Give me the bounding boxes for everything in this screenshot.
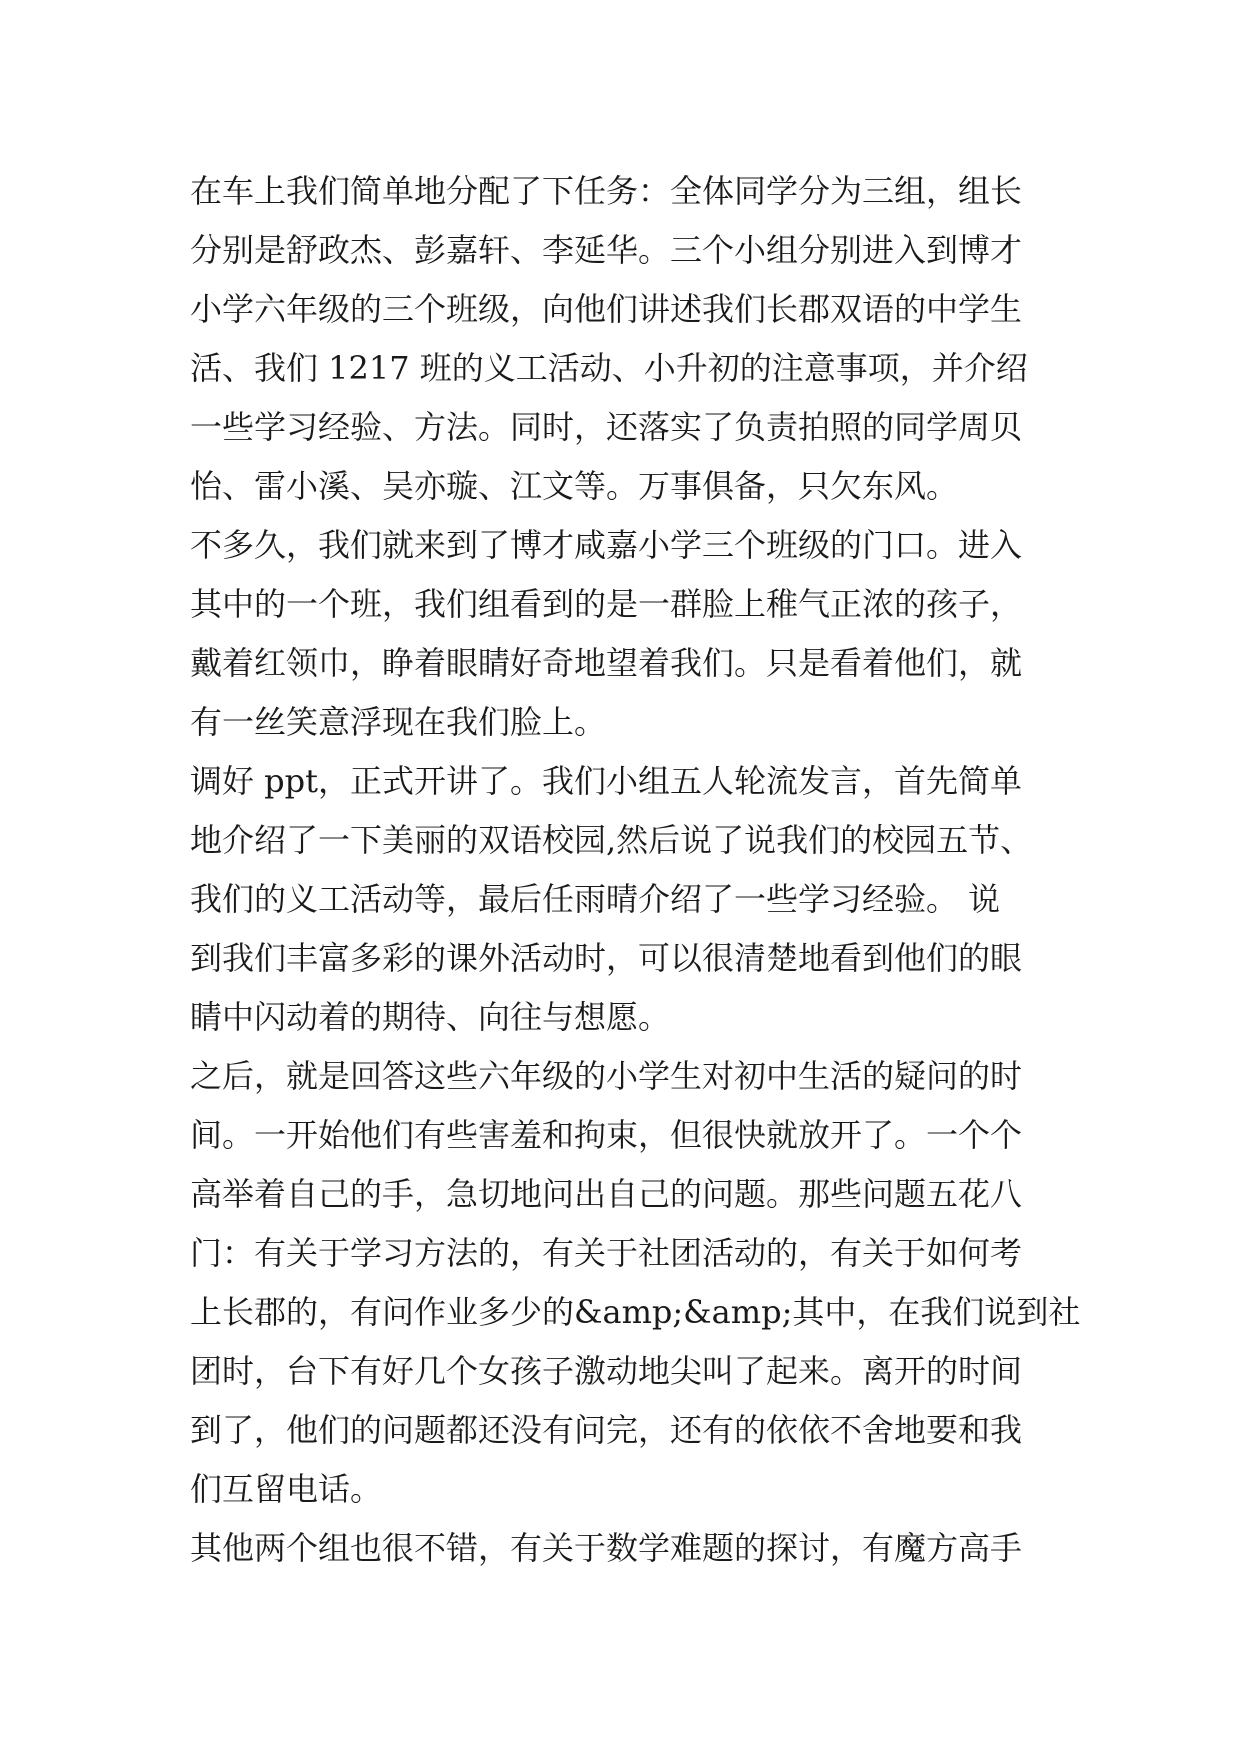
text-line: 之后，就是回答这些六年级的小学生对初中生活的疑问的时 xyxy=(190,1057,1023,1095)
body-text xyxy=(190,162,1081,1578)
text-line: 团时，台下有好几个女孩子激动地尖叫了起来。离开的时间 xyxy=(190,1352,1023,1390)
text-line: 分别是舒政杰、彭嘉轩、李延华。三个小组分别进入到博才 xyxy=(190,231,1023,269)
text-line: 间。一开始他们有些害羞和拘束，但很快就放开了。一个个 xyxy=(190,1116,1023,1154)
text-line: 其他两个组也很不错，有关于数学难题的探讨，有魔方高手 xyxy=(190,1529,1023,1567)
text-line: 们互留电话。 xyxy=(190,1470,383,1508)
text-line: 到了，他们的问题都还没有问完，还有的依依不舍地要和我 xyxy=(190,1411,1023,1449)
text-line: 不多久，我们就来到了博才咸嘉小学三个班级的门口。进入 xyxy=(190,526,1023,564)
text-line: 门：有关于学习方法的，有关于社团活动的，有关于如何考 xyxy=(190,1234,1023,1272)
text-line: 活、我们 1217 班的义工活动、小升初的注意事项，并介绍 xyxy=(190,349,1028,387)
text-line: 调好 ppt，正式开讲了。我们小组五人轮流发言，首先简单 xyxy=(190,762,1023,800)
text-line: 其中的一个班，我们组看到的是一群脸上稚气正浓的孩子， xyxy=(190,585,1023,623)
text-line: 地介绍了一下美丽的双语校园,然后说了说我们的校园五节、 xyxy=(190,821,1033,859)
text-line: 小学六年级的三个班级，向他们讲述我们长郡双语的中学生 xyxy=(190,290,1023,328)
text-line: 有一丝笑意浮现在我们脸上。 xyxy=(190,703,607,741)
text-line: 在车上我们简单地分配了下任务：全体同学分为三组，组长 xyxy=(190,172,1023,210)
text-line: 怡、雷小溪、吴亦璇、江文等。万事俱备，只欠东风。 xyxy=(190,467,959,505)
text-line: 到我们丰富多彩的课外活动时，可以很清楚地看到他们的眼 xyxy=(190,939,1023,977)
text-line: 戴着红领巾，睁着眼睛好奇地望着我们。只是看着他们，就 xyxy=(190,644,1023,682)
text-line: 睛中闪动着的期待、向往与想愿。 xyxy=(190,998,671,1036)
text-line: 上长郡的，有问作业多少的&amp;&amp;其中，在我们说到社 xyxy=(190,1293,1081,1331)
text-line: 高举着自己的手，急切地问出自己的问题。那些问题五花八 xyxy=(190,1175,1023,1213)
text-line: 一些学习经验、方法。同时，还落实了负责拍照的同学周贝 xyxy=(190,408,1023,446)
text-line: 我们的义工活动等，最后任雨晴介绍了一些学习经验。 说 xyxy=(190,880,1001,918)
